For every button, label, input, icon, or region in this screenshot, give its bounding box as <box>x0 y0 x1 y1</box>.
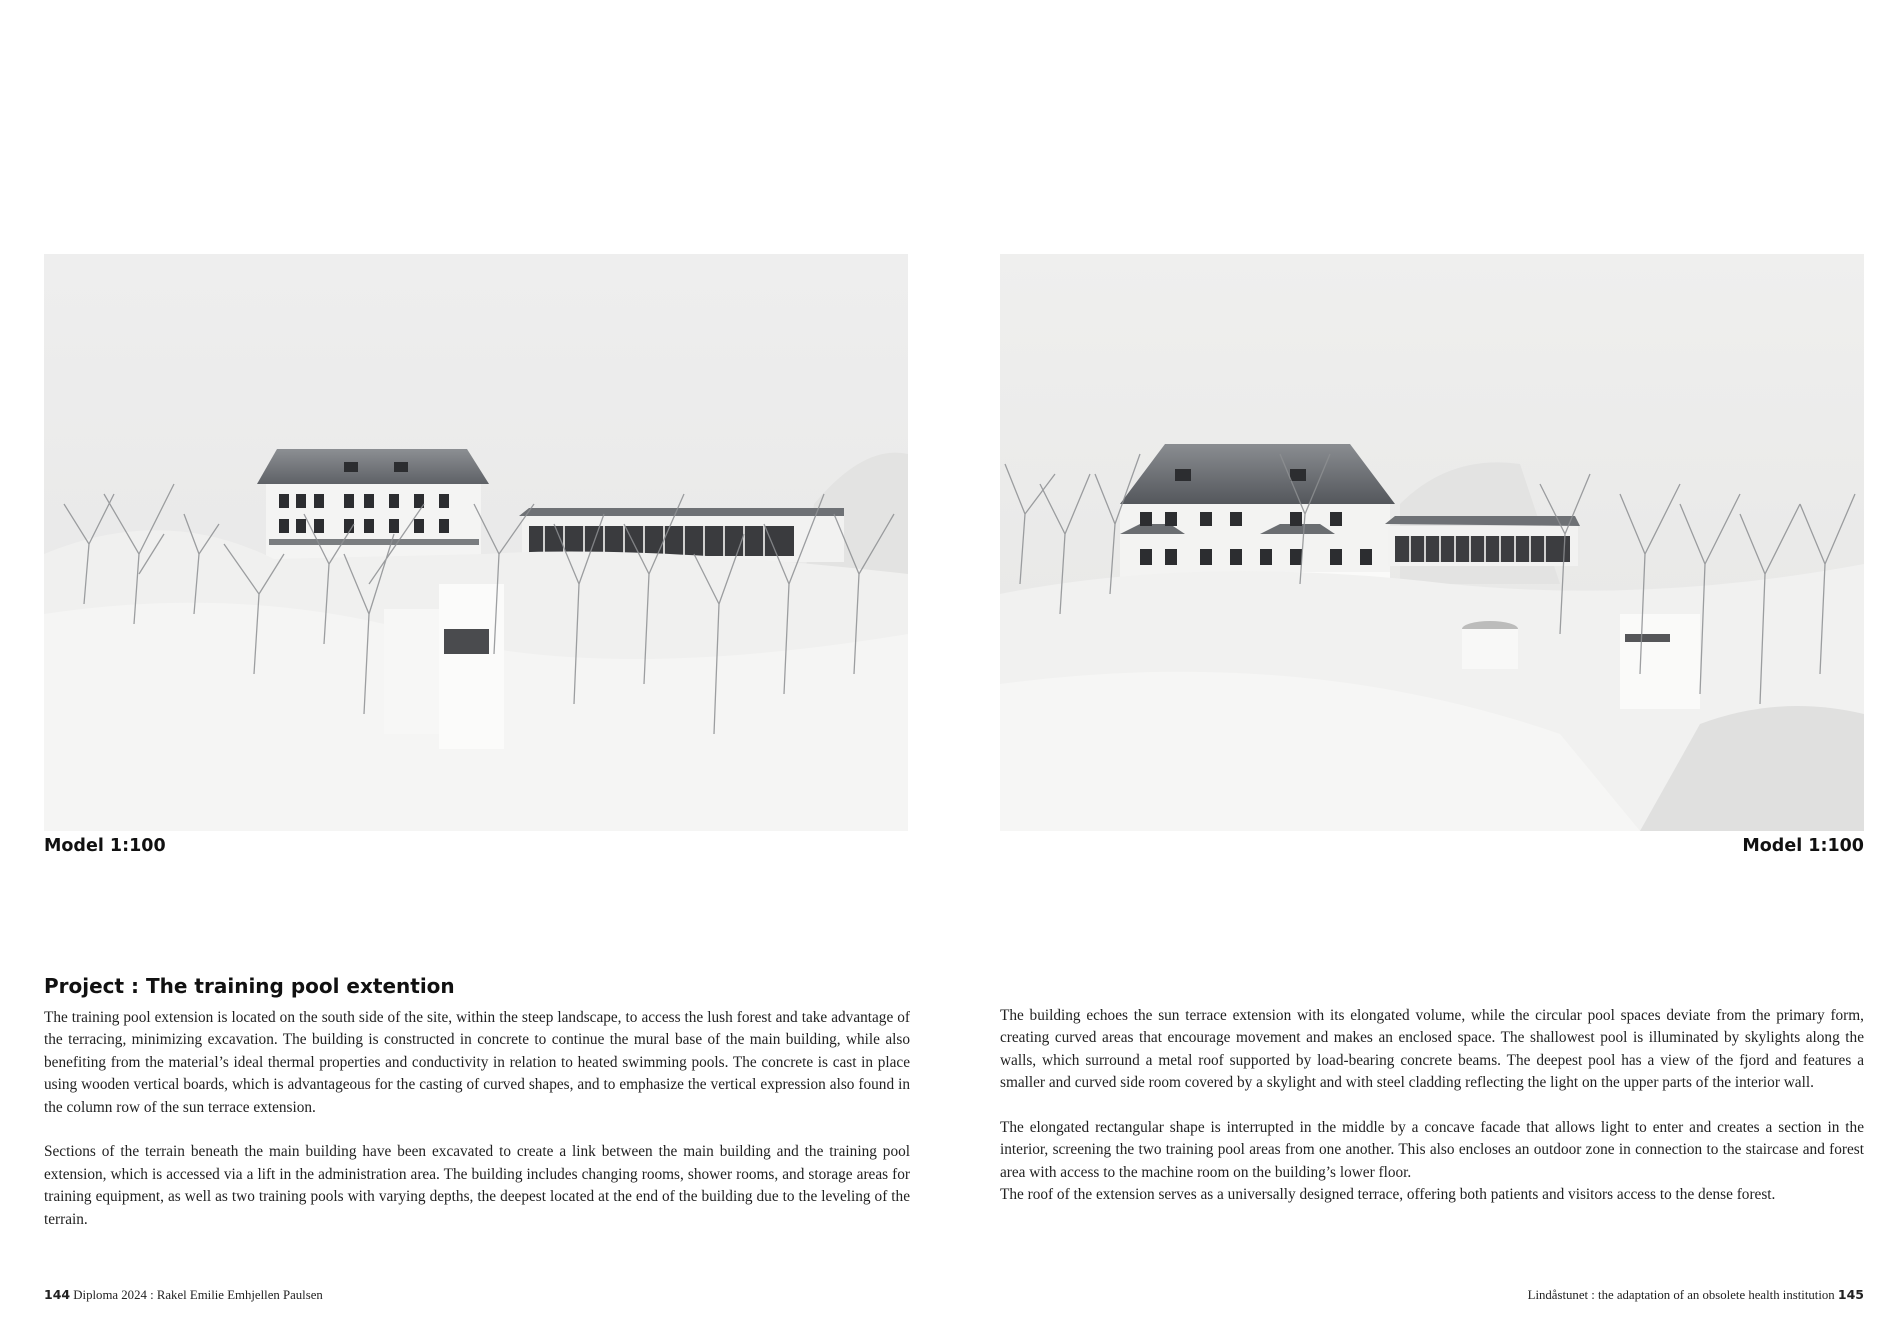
model-photo-right <box>1000 254 1864 831</box>
paragraph: The elongated rectangular shape is interrupted in the middle by a concave facade that allows light to enter and creates a section in the interior, screening the two training pool areas from one another. This also encloses an outdoor zone in connection to the staircase and forest area with access to the machine room on the building’s lower floor. The roof of the extension serves as a universally designed terrace, offering both patients and visitors access to the dense forest. <box>1000 1119 1864 1204</box>
project-heading: Project : The training pool extention <box>44 974 455 998</box>
paragraph: The training pool extension is located on the south side of the site, within the steep landscape, to access the lush forest and take advantage of the terracing, minimizing excavation. The building is constructed in concrete to continue the mural base of the main building, while also benefiting from the material’s ideal thermal properties and conductivity in relation to heated swimming pools. The concrete is cast in place using wooden vertical boards, which is advantageous for the casting of curved shapes, and to emphasize the vertical expression also found in the column row of the sun terrace extension. <box>44 1009 910 1116</box>
footer-left <box>44 1286 323 1304</box>
page-number-left: 144 <box>44 1287 71 1302</box>
paragraph: The building echoes the sun terrace extension with its elongated volume, while the circular pool spaces deviate from the primary form, creating curved areas that encourage movement and makes an enclosed space. The shallowest pool is illuminated by skylights along the walls, which surround a metal roof supported by load-bearing concrete beams. The deepest pool has a view of the fjord and features a smaller and curved side room covered by a skylight and with steel cladding reflecting the light on the upper parts of the interior wall. <box>1000 1007 1864 1092</box>
model-photo-left-image <box>44 254 908 831</box>
model-photo-right-image <box>1000 254 1864 831</box>
footer-right <box>1528 1286 1864 1304</box>
footer-text-right: Lindåstunet : the adaptation of an obsolete health institution <box>1527 1288 1835 1302</box>
paragraph: Sections of the terrain beneath the main building have been excavated to create a link between the main building and the training pool extension, which is accessed via a lift in the administration area. The building includes changing rooms, shower rooms, and storage areas for training equipment, as well as two training pools with varying depths, the deepest located at the end of the building due to the leveling of the terrain. <box>44 1143 910 1228</box>
page-number-right: 145 <box>1837 1287 1864 1302</box>
body-text-left <box>44 1007 910 1253</box>
footer-text-left: Diploma 2024 : Rakel Emilie Emhjellen Paulsen <box>73 1288 323 1302</box>
photo-caption-left: Model 1:100 <box>44 836 166 856</box>
photo-caption-right: Model 1:100 <box>1742 836 1864 856</box>
model-photo-left <box>44 254 908 831</box>
body-text-right <box>1000 1005 1864 1229</box>
